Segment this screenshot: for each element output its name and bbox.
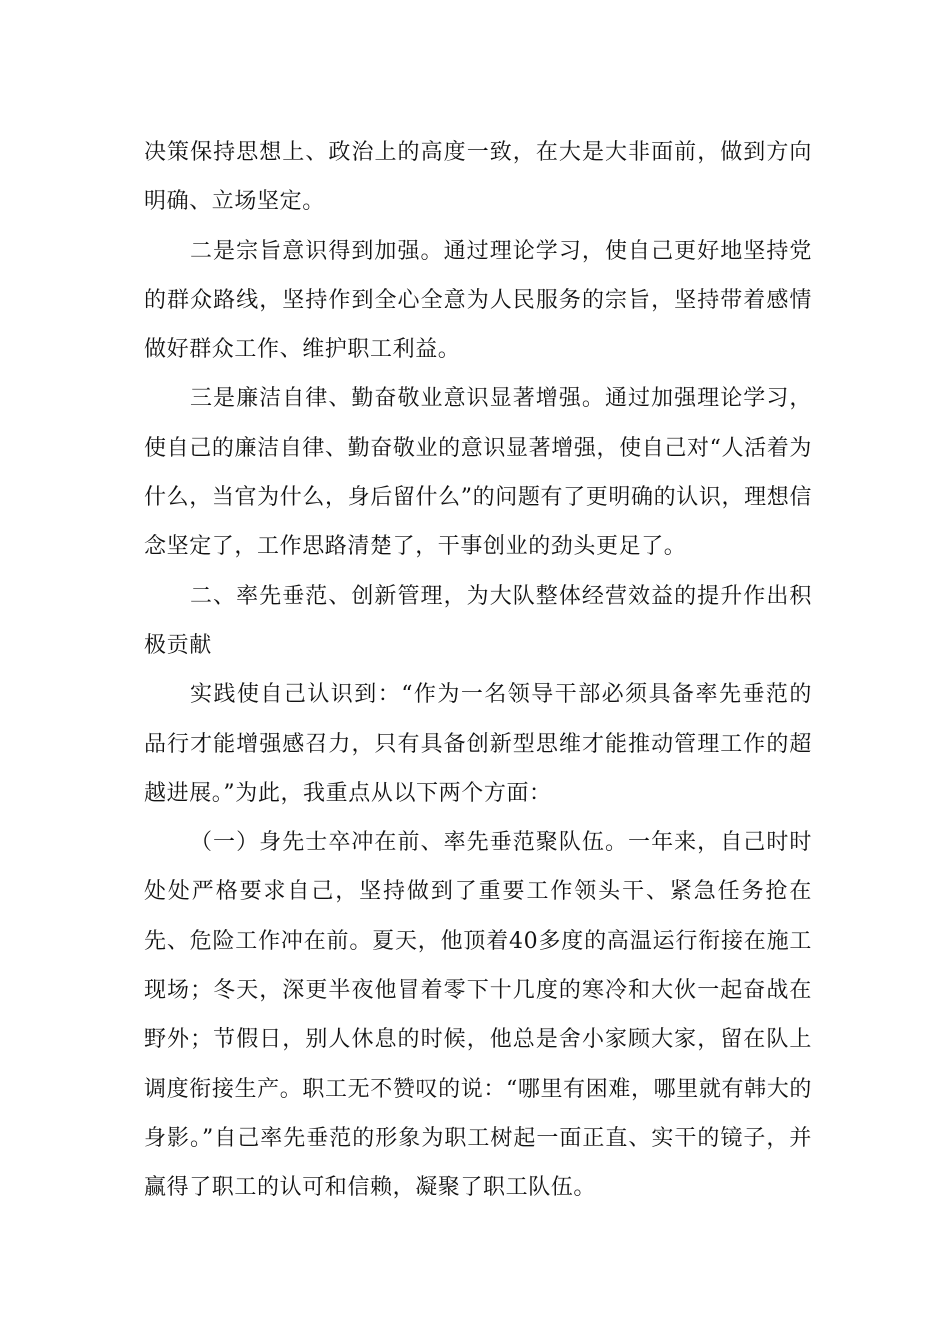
document-body xyxy=(144,128,812,1213)
paragraph-continuation: 决策保持思想上、政治上的高度一致，在大是大非面前，做到方向明确、立场坚定。 xyxy=(144,140,812,215)
paragraph-purpose-awareness: 二是宗旨意识得到加强。通过理论学习，使自己更好地坚持党的群众路线，坚持作到全心全意为人民服务的宗旨，坚持带着感情做好群众工作、维护职工利益。 xyxy=(144,238,812,363)
paragraph-integrity-awareness: 三是廉洁自律、勤奋敬业意识显著增强。通过加强理论学习，使自己的廉洁自律、勤奋敬业的意识显著增强，使自己对“人活着为什么，当官为什么，身后留什么”的问题有了更明确的认识，理想信念坚定了，工作思路清楚了，干事创业的劲头更足了。 xyxy=(144,386,812,560)
paragraph-practice-insight: 实践使自己认识到：“作为一名领导干部必须具备率先垂范的品行才能增强感召力，只有具备创新型思维才能推动管理工作的超越进展。”为此，我重点从以下两个方面： xyxy=(144,682,812,806)
paragraph-subsection-one: （一）身先士卒冲在前、率先垂范聚队伍。一年来，自己时时处处严格要求自己，坚持做到了重要工作领头干、紧急任务抢在先、危险工作冲在前。夏天，他顶着40多度的高温运行衔接在施工现场；冬天，深更半夜他冒着零下十几度的寒冷和大伙一起奋战在野外；节假日，别人休息的时候，他总是舍小家顾大家，留在队上调度衔接生产。职工无不赞叹的说：“哪里有困难，哪里就有韩大的身影。”自己率先垂范的形象为职工树起一面正直、实干的镜子，并赢得了职工的认可和信赖，凝聚了职工队伍。 xyxy=(144,830,812,1201)
section-heading-lead-by-example: 二、率先垂范、创新管理，为大队整体经营效益的提升作出积极贡献 xyxy=(144,583,812,658)
